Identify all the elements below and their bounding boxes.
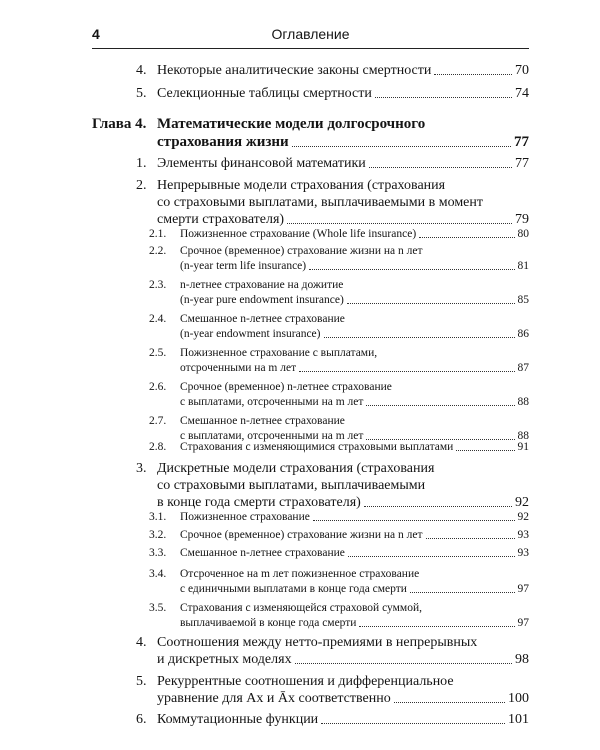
page-header [92,18,529,49]
entry-title: Некоторые аналитические законы смертности [157,63,432,78]
entry-title: с выплатами, отсроченными на m лет [180,430,364,442]
entry-title: Смешанное n-летнее страхование [180,547,345,559]
entry-title: Селекционные таблицы смертности [157,86,372,101]
leader-dots [369,167,512,168]
entry-number: 2.7. [149,415,167,427]
entry-number: 2.2. [149,245,167,257]
entry-title: Отсроченное на m лет пожизненное страхование [180,568,420,580]
entry-title: (n-year endowment insurance) [180,328,321,340]
leader-dots [309,269,514,270]
entry-title: со страховыми выплатами, выплачиваемыми [157,478,426,493]
entry-number: 3.1. [149,511,167,523]
leader-dots [292,146,511,147]
entry-page: 98 [515,652,529,667]
entry-page: 92 [515,495,529,510]
entry-number: 4. [136,63,147,78]
entry-title: Смешанное n-летнее страхование [180,313,345,325]
entry-page: 86 [517,328,529,340]
entry-title: Соотношения между нетто-премиями в непрерывных [157,635,478,650]
leader-dots [359,626,514,627]
entry-page: 88 [517,396,529,408]
entry-number: 2.5. [149,347,167,359]
entry-page: 77 [515,156,529,171]
entry-title: Страхования с изменяющейся страховой суммой, [180,602,422,614]
leader-dots [366,405,514,406]
entry-page: 81 [517,260,529,272]
entry-page: 77 [514,134,529,150]
entry-number: 2.3. [149,279,167,291]
leader-dots [456,450,514,451]
leader-dots [348,556,515,557]
entry-title: n-летнее страхование на дожитие [180,279,344,291]
entry-title: Срочное (временное) страхование жизни на n лет [180,245,423,257]
entry-number: 5. [136,674,147,689]
page-number: 4 [92,26,100,42]
entry-title: со страховыми выплатами, выплачиваемыми в момент [157,195,484,210]
entry-title: Пожизненное страхование [180,511,310,523]
entry-page: 80 [517,228,529,240]
entry-number: 4. [136,635,147,650]
entry-number: 3.3. [149,547,167,559]
entry-number: 3.5. [149,602,167,614]
chapter-number: Глава 4. [92,116,147,132]
entry-number: 5. [136,86,147,101]
entry-title: Рекуррентные соотношения и дифференциальное [157,674,454,689]
entry-title: в конце года смерти страхователя) [157,495,361,510]
entry-page: 97 [517,583,529,595]
leader-dots [375,97,512,98]
entry-title: Элементы финансовой математики [157,156,366,171]
entry-title: Непрерывные модели страхования (страхования [157,178,446,193]
entry-number: 2. [136,178,147,193]
entry-title: Коммутационные функции [157,712,319,727]
entry-number: 6. [136,712,147,727]
entry-page: 79 [515,212,529,227]
entry-number: 2.8. [149,441,167,453]
leader-dots [364,506,512,507]
entry-title: отсроченными на m лет [180,362,297,374]
entry-page: 74 [515,86,529,101]
entry-number: 3.4. [149,568,167,580]
entry-title: Срочное (временное) n-летнее страхование [180,381,392,393]
running-title: Оглавление [271,26,350,42]
entry-page: 88 [517,430,529,442]
entry-title: Пожизненное страхование с выплатами, [180,347,378,359]
entry-page: 70 [515,63,529,78]
leader-dots [394,702,505,703]
leader-dots [299,371,514,372]
entry-number: 2.6. [149,381,167,393]
leader-dots [426,538,515,539]
entry-page: 93 [517,547,529,559]
leader-dots [434,74,512,75]
entry-title: (n-year term life insurance) [180,260,307,272]
entry-title: выплачиваемой в конце года смерти [180,617,357,629]
leader-dots [295,663,512,664]
entry-title: с единичными выплатами в конце года смерти [180,583,407,595]
leader-dots [287,223,512,224]
entry-page: 91 [517,441,529,453]
entry-page: 101 [508,712,529,727]
entry-number: 3.2. [149,529,167,541]
entry-title: Пожизненное страхование (Whole life insurance) [180,228,417,240]
leader-dots [347,303,515,304]
entry-title: Страхования с изменяющимися страховыми выплатами [180,441,454,453]
leader-dots [313,520,515,521]
leader-dots [410,592,515,593]
entry-page: 92 [517,511,529,523]
entry-title: и дискретных моделях [157,652,292,667]
entry-number: 2.1. [149,228,167,240]
entry-page: 97 [517,617,529,629]
entry-number: 3. [136,461,147,476]
leader-dots [419,237,514,238]
entry-title: Срочное (временное) страхование жизни на n лет [180,529,423,541]
leader-dots [321,723,505,724]
entry-title: смерти страхователя) [157,212,285,227]
leader-dots [324,337,515,338]
entry-page: 93 [517,529,529,541]
entry-title: уравнение для Ax и Āx соответственно [157,691,391,706]
entry-number: 2.4. [149,313,167,325]
entry-title: страхования жизни [157,134,289,150]
entry-title: с выплатами, отсроченными на m лет [180,396,364,408]
entry-title: Смешанное n-летнее страхование [180,415,345,427]
entry-page: 87 [517,362,529,374]
entry-title: Дискретные модели страхования (страхования [157,461,435,476]
entry-page: 85 [517,294,529,306]
entry-title: (n-year pure endowment insurance) [180,294,344,306]
entry-number: 1. [136,156,147,171]
entry-page: 100 [508,691,529,706]
entry-title: Математические модели долгосрочного [157,116,426,132]
